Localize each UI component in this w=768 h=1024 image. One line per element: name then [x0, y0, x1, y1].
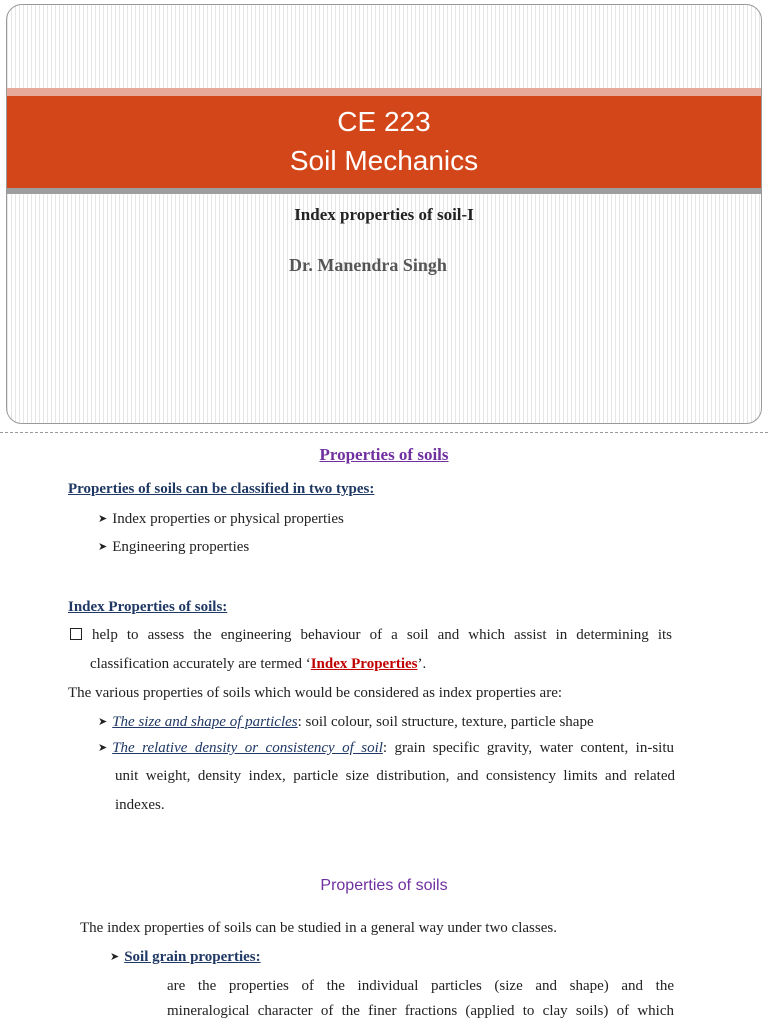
list-item: ➤ Engineering properties	[98, 539, 250, 555]
arrow-bullet-icon: ➤	[98, 742, 108, 754]
slide-title: Properties of soils	[319, 445, 449, 464]
slide-subtitle: Index properties of soil-I	[294, 205, 474, 224]
arrow-bullet-icon: ➤	[110, 951, 120, 963]
various-line: The various properties of soils which would be considered as index properties are:	[68, 685, 563, 701]
list-item-continued: indexes.	[115, 797, 165, 813]
square-bullet-icon	[70, 628, 82, 640]
list-item-continued: unit weight, density index, particle size distribution, and consistency limits and related	[115, 768, 675, 784]
index-heading: Index Properties of soils:	[68, 599, 228, 615]
properties-slide	[0, 433, 768, 843]
course-name: Soil Mechanics	[289, 145, 479, 176]
arrow-bullet-icon: ➤	[98, 541, 108, 553]
slide-title: Properties of soils	[320, 877, 448, 894]
course-code: CE 223	[337, 106, 431, 137]
bullet-text-continued: classification accurately are termed ‘Index Properties’.	[90, 656, 427, 672]
list-item: ➤ Soil grain properties:	[110, 949, 261, 965]
bullet-text: help to assess the engineering behaviour of a soil and which assist in determining its	[70, 627, 672, 644]
paragraph-line: mineralogical character of the finer fractions (applied to clay soils) of which	[167, 1003, 674, 1019]
list-item: ➤ The size and shape of particles: soil colour, soil structure, texture, particle shape	[98, 714, 594, 730]
divider-band	[7, 188, 761, 194]
intro-text: The index properties of soils can be studied in a general way under two classes.	[80, 920, 557, 936]
title-band	[7, 96, 761, 188]
list-item: ➤ The relative density or consistency of soil: grain specific gravity, water content, in-situ	[98, 740, 674, 756]
list-item: ➤ Index properties or physical properties	[98, 511, 344, 527]
title-slide	[6, 4, 762, 424]
accent-band	[7, 88, 761, 96]
arrow-bullet-icon: ➤	[98, 716, 108, 728]
author-name: Dr. Manendra Singh	[289, 255, 447, 275]
index-properties-term: Index Properties	[310, 656, 418, 672]
paragraph-line: are the properties of the individual particles (size and shape) and the	[167, 978, 674, 994]
arrow-bullet-icon: ➤	[98, 513, 108, 525]
types-heading: Properties of soils can be classified in two types:	[68, 481, 375, 497]
